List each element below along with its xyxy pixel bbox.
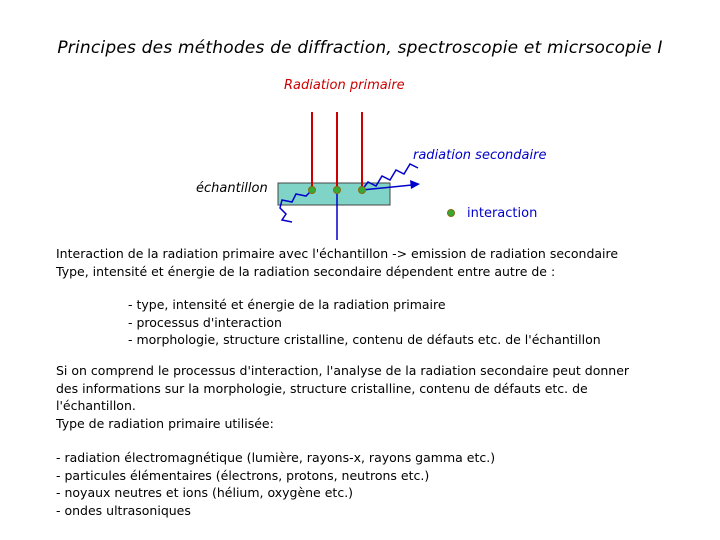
type-item: - radiation électromagnétique (lumière, rayons-x, rayons gamma etc.) — [56, 450, 496, 465]
factor-item: - type, intensité et énergie de la radiation primaire — [128, 297, 446, 312]
factors-list — [128, 296, 601, 349]
arrow-head — [410, 180, 420, 189]
primary-radiation-label: Radiation primaire — [284, 78, 405, 93]
intro-paragraph — [56, 245, 618, 280]
analysis-paragraph — [56, 362, 629, 432]
interaction-label: interaction — [467, 206, 538, 221]
intro-line: Type, intensité et énergie de la radiation secondaire dépendent entre autre de : — [56, 263, 556, 279]
type-item: - ondes ultrasoniques — [56, 502, 191, 518]
interaction-dot — [359, 187, 366, 194]
intro-line: Interaction de la radiation primaire avec l'échantillon -> emission de radiation secondaire — [56, 246, 619, 261]
analysis-line: Si on comprend le processus d'interaction, l'analyse de la radiation secondaire peut donner — [56, 363, 630, 378]
interaction-diagram — [0, 0, 720, 240]
analysis-line: des informations sur la morphologie, structure cristalline, contenu de défauts etc. de — [56, 380, 588, 396]
factor-item: - processus d'interaction — [128, 314, 282, 330]
type-item: - noyaux neutres et ions (hélium, oxygène etc.) — [56, 485, 354, 500]
analysis-line: l'échantillon. — [56, 398, 136, 413]
interaction-dot — [334, 187, 341, 194]
legend-interaction-dot — [448, 210, 455, 217]
interaction-dot — [309, 187, 316, 194]
types-heading: Type de radiation primaire utilisée: — [56, 415, 274, 431]
sample-block — [278, 183, 390, 205]
type-item: - particules élémentaires (électrons, protons, neutrons etc.) — [56, 467, 430, 483]
factor-item: - morphologie, structure cristalline, contenu de défauts etc. de l'échantillon — [128, 332, 601, 347]
secondary-radiation-label: radiation secondaire — [413, 148, 547, 163]
sample-label: échantillon — [196, 181, 268, 196]
slide-title: Principes des méthodes de diffraction, spectroscopie et micrsocopie I — [57, 38, 663, 58]
radiation-types-list — [56, 449, 495, 519]
